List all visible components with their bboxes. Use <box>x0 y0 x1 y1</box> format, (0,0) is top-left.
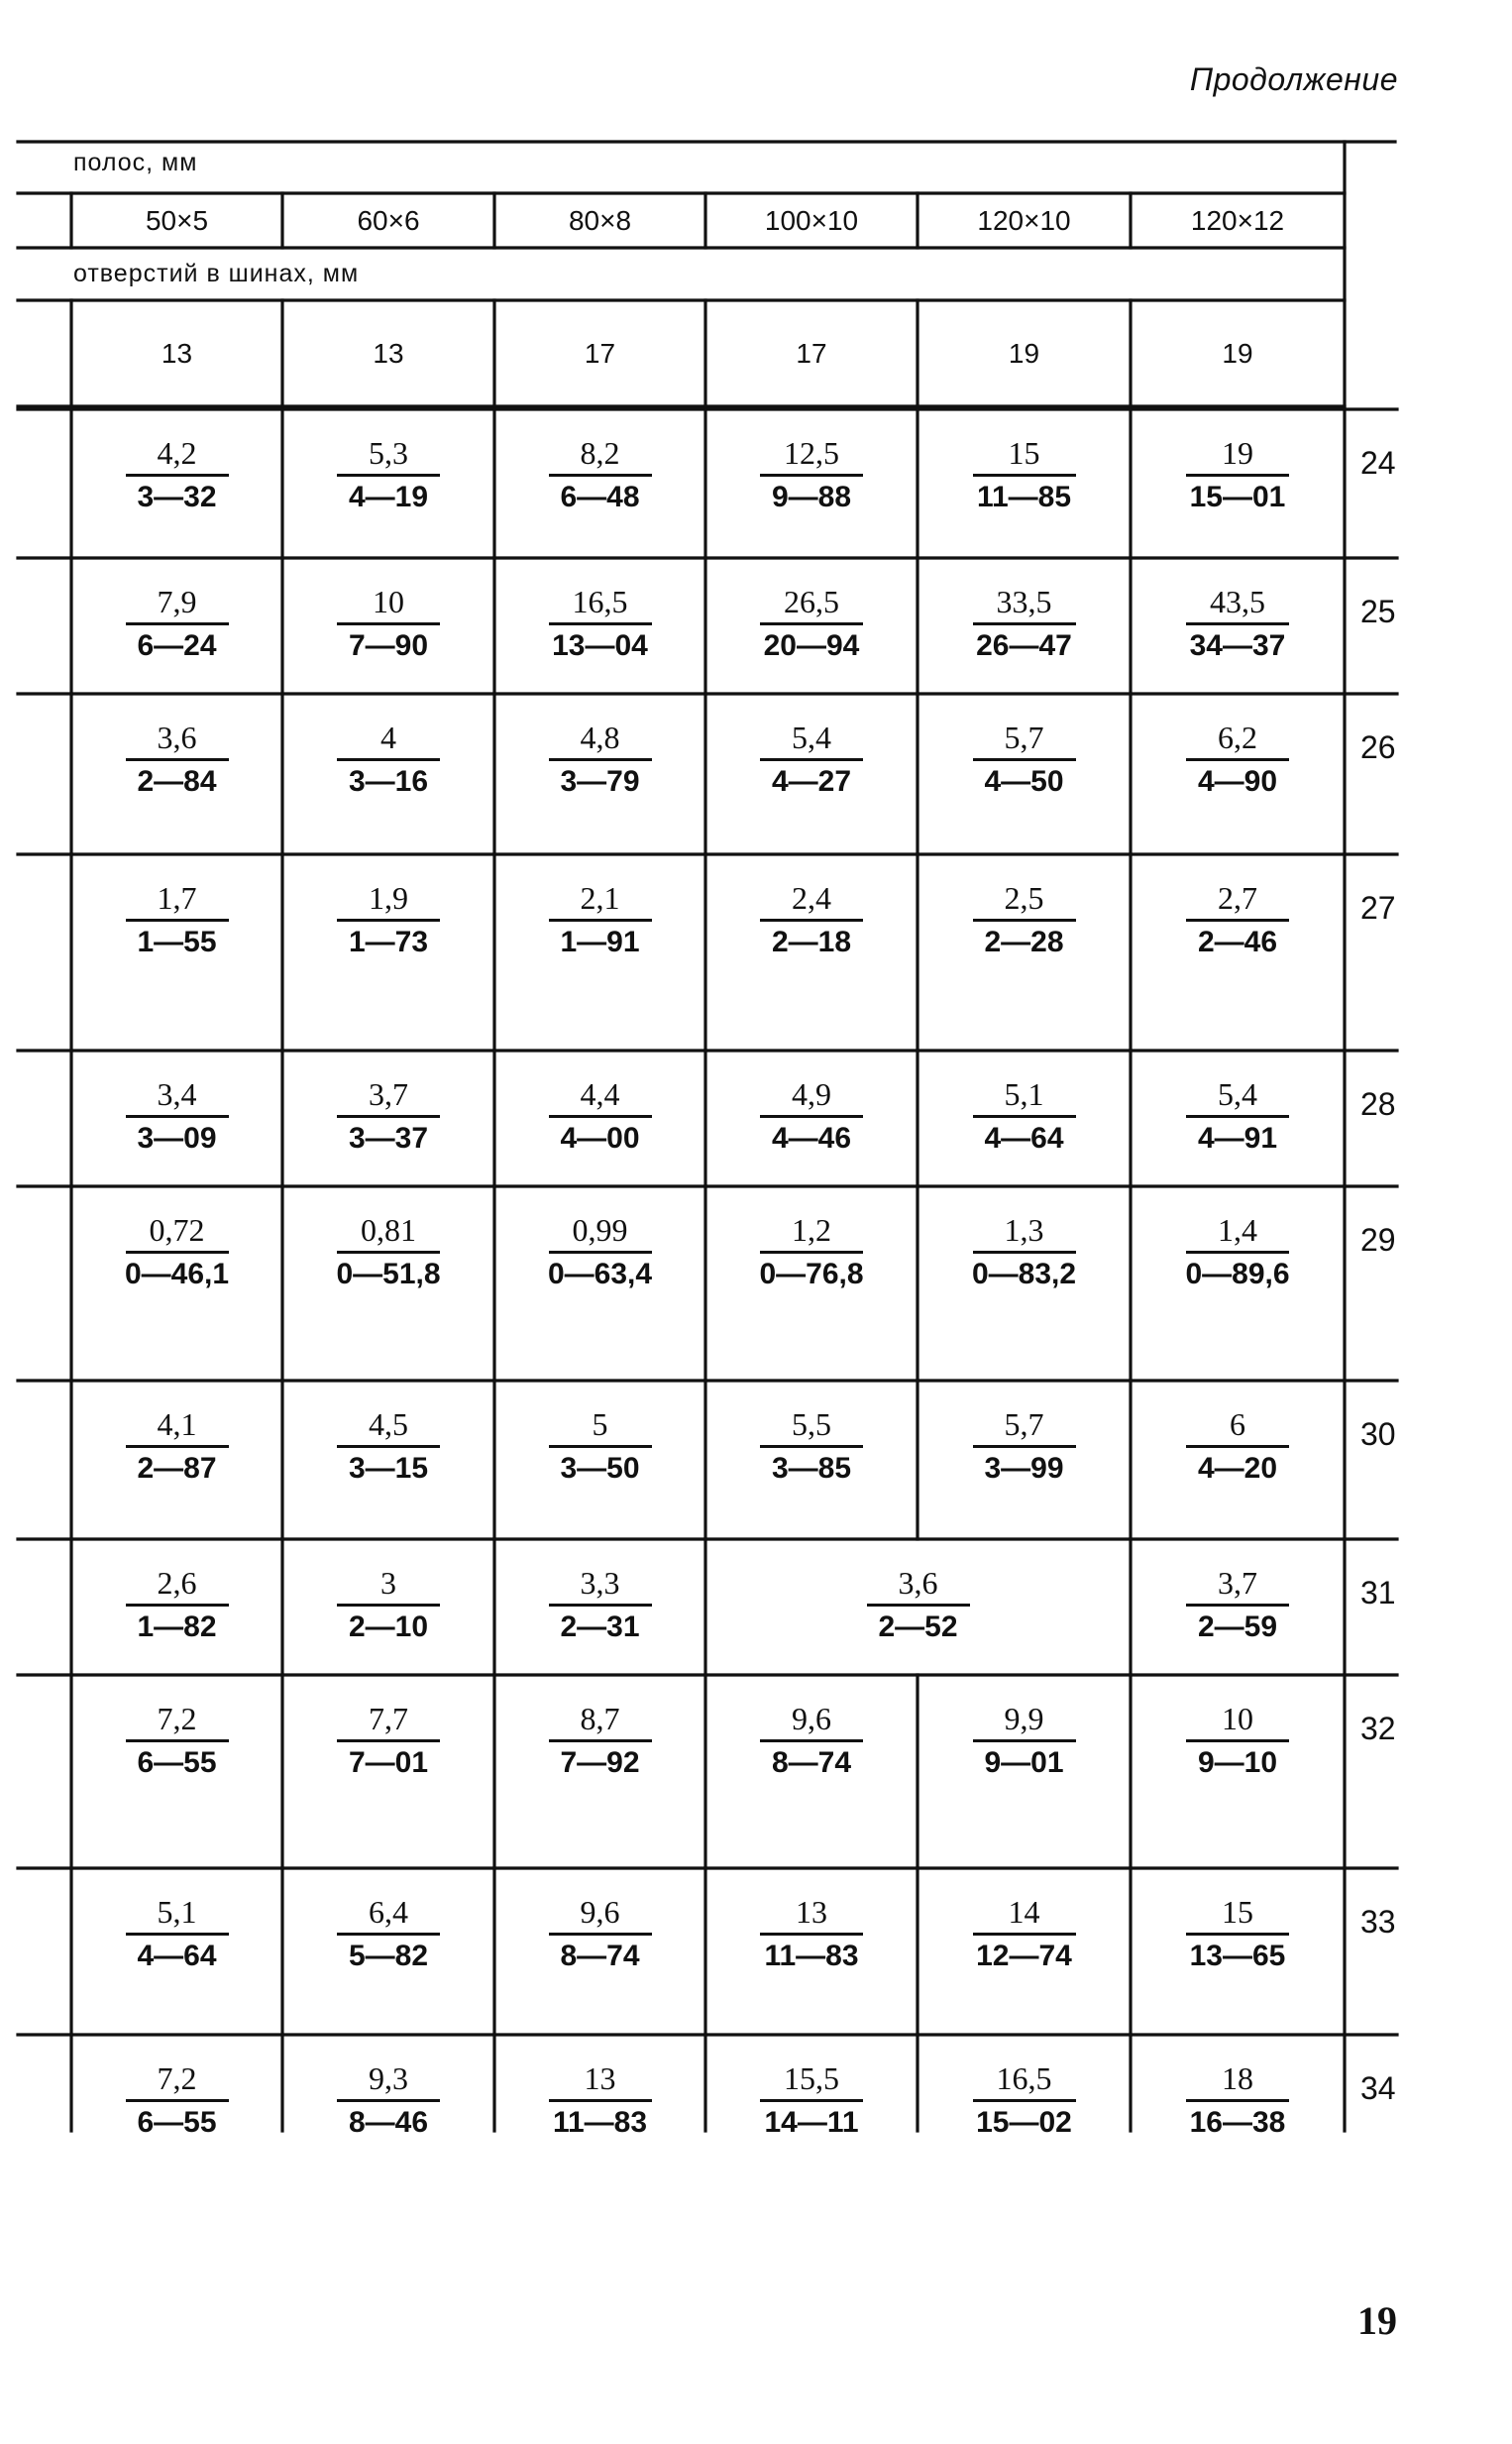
fraction-denominator: 6—55 <box>137 2105 217 2139</box>
fraction-numerator: 9,9 <box>973 1703 1076 1742</box>
fraction-numerator: 9,6 <box>760 1703 863 1742</box>
fraction-cell <box>705 722 918 797</box>
fraction-cell <box>918 722 1131 797</box>
fraction-cell <box>705 586 918 661</box>
fraction-denominator: 1—73 <box>348 925 429 958</box>
fraction-denominator: 20—94 <box>763 628 860 662</box>
fraction-numerator: 3,4 <box>126 1078 229 1118</box>
strip-size-cell: 50×5 <box>145 204 209 236</box>
fraction-cell <box>705 2062 918 2138</box>
fraction-cell <box>1131 2062 1345 2138</box>
strip-size-cell: 80×8 <box>568 204 632 236</box>
fraction-denominator: 2—87 <box>137 1451 217 1485</box>
fraction-numerator: 14 <box>973 1896 1076 1936</box>
fraction-numerator: 6 <box>1186 1408 1289 1448</box>
fraction-cell <box>918 1078 1131 1154</box>
row-number: 26 <box>1360 729 1396 765</box>
fraction-denominator: 9—01 <box>984 1745 1064 1779</box>
fraction-numerator: 43,5 <box>1186 586 1289 625</box>
fraction-denominator: 4—91 <box>1197 1121 1278 1155</box>
fraction-numerator: 15 <box>1186 1896 1289 1936</box>
fraction-denominator: 16—38 <box>1189 2105 1286 2139</box>
fraction-denominator: 3—09 <box>137 1121 217 1155</box>
fraction-denominator: 2—10 <box>348 1610 429 1643</box>
fraction-denominator: 4—50 <box>984 764 1064 798</box>
fraction-denominator: 0—51,8 <box>336 1257 441 1290</box>
fraction-denominator: 0—63,4 <box>547 1257 653 1290</box>
fraction-cell <box>705 1567 1131 1642</box>
fraction-cell <box>494 586 705 661</box>
fraction-cell <box>71 1567 282 1642</box>
fraction-numerator: 7,2 <box>126 1703 229 1742</box>
fraction-numerator: 0,99 <box>549 1214 652 1254</box>
fraction-cell <box>282 1408 494 1484</box>
fraction-cell <box>705 1703 918 1778</box>
row-number: 25 <box>1360 594 1396 629</box>
strip-size-cell: 120×10 <box>977 204 1071 236</box>
fraction-denominator: 4—20 <box>1197 1451 1278 1485</box>
fraction-cell <box>918 1214 1131 1289</box>
fraction-denominator: 11—83 <box>552 2105 648 2139</box>
fraction-denominator: 15—02 <box>976 2105 1072 2139</box>
fraction-cell <box>918 586 1131 661</box>
fraction-denominator: 3—79 <box>560 764 640 798</box>
fraction-numerator: 2,5 <box>973 882 1076 922</box>
fraction-denominator: 1—82 <box>137 1610 217 1643</box>
row-number: 33 <box>1360 1904 1396 1940</box>
fraction-numerator: 6,4 <box>337 1896 440 1936</box>
fraction-denominator: 6—24 <box>137 628 217 662</box>
fraction-numerator: 4,9 <box>760 1078 863 1118</box>
fraction-numerator: 10 <box>1186 1703 1289 1742</box>
fraction-denominator: 4—64 <box>137 1939 217 1972</box>
fraction-denominator: 1—91 <box>560 925 640 958</box>
fraction-cell <box>1131 437 1345 512</box>
fraction-numerator: 5,5 <box>760 1408 863 1448</box>
fraction-cell <box>71 1408 282 1484</box>
fraction-cell <box>1131 882 1345 957</box>
hole-diameter-cell: 13 <box>373 337 404 369</box>
row-number: 27 <box>1360 890 1396 926</box>
fraction-denominator: 2—52 <box>878 1610 958 1643</box>
row-number: 30 <box>1360 1416 1396 1452</box>
fraction-cell <box>494 1896 705 1971</box>
fraction-cell <box>494 1214 705 1289</box>
fraction-numerator: 5,7 <box>973 1408 1076 1448</box>
fraction-numerator: 7,2 <box>126 2062 229 2102</box>
fraction-denominator: 0—83,2 <box>971 1257 1077 1290</box>
fraction-numerator: 1,9 <box>337 882 440 922</box>
fraction-numerator: 13 <box>549 2062 652 2102</box>
fraction-numerator: 5,1 <box>973 1078 1076 1118</box>
fraction-cell <box>494 722 705 797</box>
page-number: 19 <box>1357 2298 1397 2343</box>
fraction-cell <box>71 2062 282 2138</box>
fraction-numerator: 1,4 <box>1186 1214 1289 1254</box>
fraction-numerator: 0,81 <box>337 1214 440 1254</box>
fraction-denominator: 0—89,6 <box>1185 1257 1290 1290</box>
fraction-denominator: 13—65 <box>1189 1939 1286 1972</box>
fraction-cell <box>1131 1214 1345 1289</box>
fraction-cell <box>918 1703 1131 1778</box>
fraction-numerator: 5,4 <box>1186 1078 1289 1118</box>
fraction-denominator: 4—46 <box>771 1121 852 1155</box>
fraction-cell <box>282 586 494 661</box>
fraction-denominator: 0—46,1 <box>124 1257 230 1290</box>
fraction-denominator: 13—04 <box>552 628 648 662</box>
fraction-numerator: 9,3 <box>337 2062 440 2102</box>
fraction-denominator: 3—50 <box>560 1451 640 1485</box>
fraction-cell <box>494 1078 705 1154</box>
fraction-cell <box>282 1703 494 1778</box>
hole-diameter-cell: 13 <box>161 337 193 369</box>
fraction-numerator: 16,5 <box>973 2062 1076 2102</box>
fraction-numerator: 15 <box>973 437 1076 477</box>
fraction-denominator: 6—55 <box>137 1745 217 1779</box>
fraction-numerator: 5,4 <box>760 722 863 761</box>
fraction-numerator: 8,2 <box>549 437 652 477</box>
fraction-cell <box>918 882 1131 957</box>
fraction-cell <box>1131 1078 1345 1154</box>
fraction-cell <box>705 1214 918 1289</box>
row-number: 31 <box>1360 1575 1396 1611</box>
fraction-numerator: 19 <box>1186 437 1289 477</box>
fraction-cell <box>1131 586 1345 661</box>
strip-size-cell: 100×10 <box>764 204 859 236</box>
fraction-cell <box>705 1408 918 1484</box>
row-number: 32 <box>1360 1711 1396 1746</box>
fraction-numerator: 5,7 <box>973 722 1076 761</box>
fraction-cell <box>71 1896 282 1971</box>
fraction-cell <box>494 882 705 957</box>
fraction-denominator: 15—01 <box>1189 480 1286 513</box>
fraction-cell <box>282 2062 494 2138</box>
fraction-denominator: 4—00 <box>560 1121 640 1155</box>
fraction-numerator: 2,7 <box>1186 882 1289 922</box>
fraction-numerator: 9,6 <box>549 1896 652 1936</box>
fraction-numerator: 1,3 <box>973 1214 1076 1254</box>
fraction-cell <box>494 437 705 512</box>
fraction-cell <box>705 1896 918 1971</box>
fraction-denominator: 8—74 <box>560 1939 640 1972</box>
fraction-denominator: 2—18 <box>771 925 852 958</box>
fraction-cell <box>1131 1567 1345 1642</box>
fraction-cell <box>71 882 282 957</box>
fraction-cell <box>494 2062 705 2138</box>
fraction-cell <box>918 437 1131 512</box>
fraction-cell <box>1131 722 1345 797</box>
fraction-numerator: 16,5 <box>549 586 652 625</box>
fraction-cell <box>282 1567 494 1642</box>
hole-diameter-cell: 19 <box>1222 337 1253 369</box>
fraction-numerator: 4,4 <box>549 1078 652 1118</box>
fraction-cell <box>71 1078 282 1154</box>
fraction-denominator: 2—84 <box>137 764 217 798</box>
fraction-denominator: 7—90 <box>348 628 429 662</box>
fraction-cell <box>705 882 918 957</box>
fraction-cell <box>282 1896 494 1971</box>
fraction-numerator: 8,7 <box>549 1703 652 1742</box>
fraction-numerator: 4,1 <box>126 1408 229 1448</box>
fraction-denominator: 34—37 <box>1189 628 1286 662</box>
fraction-numerator: 33,5 <box>973 586 1076 625</box>
fraction-denominator: 7—01 <box>348 1745 429 1779</box>
fraction-denominator: 3—32 <box>137 480 217 513</box>
fraction-cell <box>282 437 494 512</box>
fraction-denominator: 7—92 <box>560 1745 640 1779</box>
fraction-cell <box>282 1214 494 1289</box>
fraction-cell <box>282 882 494 957</box>
row-number: 29 <box>1360 1222 1396 1258</box>
fraction-numerator: 26,5 <box>760 586 863 625</box>
row-number: 28 <box>1360 1086 1396 1122</box>
fraction-cell <box>71 437 282 512</box>
fraction-numerator: 10 <box>337 586 440 625</box>
hole-diameter-cell: 17 <box>796 337 827 369</box>
fraction-numerator: 5 <box>549 1408 652 1448</box>
fraction-denominator: 2—59 <box>1197 1610 1278 1643</box>
fraction-denominator: 3—16 <box>348 764 429 798</box>
fraction-numerator: 18 <box>1186 2062 1289 2102</box>
fraction-numerator: 2,4 <box>760 882 863 922</box>
fraction-denominator: 4—27 <box>771 764 852 798</box>
fraction-numerator: 2,6 <box>126 1567 229 1607</box>
row-number: 34 <box>1360 2070 1396 2106</box>
fraction-numerator: 4,8 <box>549 722 652 761</box>
fraction-cell <box>705 1078 918 1154</box>
fraction-denominator: 3—99 <box>984 1451 1064 1485</box>
fraction-denominator: 4—64 <box>984 1121 1064 1155</box>
fraction-numerator: 4 <box>337 722 440 761</box>
fraction-denominator: 5—82 <box>348 1939 429 1972</box>
fraction-denominator: 1—55 <box>137 925 217 958</box>
fraction-denominator: 8—46 <box>348 2105 429 2139</box>
fraction-numerator: 4,5 <box>337 1408 440 1448</box>
fraction-numerator: 3,7 <box>1186 1567 1289 1607</box>
fraction-denominator: 2—46 <box>1197 925 1278 958</box>
fraction-denominator: 3—85 <box>771 1451 852 1485</box>
fraction-denominator: 9—88 <box>771 480 852 513</box>
fraction-cell <box>494 1703 705 1778</box>
fraction-numerator: 7,9 <box>126 586 229 625</box>
fraction-denominator: 8—74 <box>771 1745 852 1779</box>
fraction-denominator: 26—47 <box>976 628 1072 662</box>
strip-size-cell: 120×12 <box>1190 204 1285 236</box>
hole-diameter-cell: 17 <box>584 337 616 369</box>
fraction-denominator: 0—76,8 <box>759 1257 864 1290</box>
fraction-numerator: 1,2 <box>760 1214 863 1254</box>
fraction-denominator: 2—31 <box>560 1610 640 1643</box>
fraction-cell <box>494 1408 705 1484</box>
fraction-denominator: 11—85 <box>976 480 1072 513</box>
fraction-numerator: 3,6 <box>126 722 229 761</box>
fraction-denominator: 12—74 <box>976 1939 1072 1972</box>
fraction-cell <box>918 2062 1131 2138</box>
fraction-cell <box>494 1567 705 1642</box>
hole-diameter-cell: 19 <box>1008 337 1040 369</box>
fraction-denominator: 4—19 <box>348 480 429 513</box>
fraction-numerator: 3,6 <box>867 1567 970 1607</box>
fraction-denominator: 9—10 <box>1197 1745 1278 1779</box>
fraction-denominator: 2—28 <box>984 925 1064 958</box>
fraction-numerator: 7,7 <box>337 1703 440 1742</box>
fraction-numerator: 15,5 <box>760 2062 863 2102</box>
fraction-numerator: 5,1 <box>126 1896 229 1936</box>
fraction-cell <box>918 1408 1131 1484</box>
fraction-cell <box>282 1078 494 1154</box>
fraction-numerator: 0,72 <box>126 1214 229 1254</box>
fraction-cell <box>1131 1703 1345 1778</box>
fraction-numerator: 3,3 <box>549 1567 652 1607</box>
fraction-numerator: 13 <box>760 1896 863 1936</box>
fraction-cell <box>71 586 282 661</box>
continuation-label: Продолжение <box>1189 61 1398 97</box>
fraction-cell <box>71 722 282 797</box>
fraction-denominator: 3—37 <box>348 1121 429 1155</box>
fraction-denominator: 3—15 <box>348 1451 429 1485</box>
fraction-numerator: 12,5 <box>760 437 863 477</box>
fraction-cell <box>71 1703 282 1778</box>
fraction-denominator: 11—83 <box>764 1939 859 1972</box>
fraction-cell <box>1131 1896 1345 1971</box>
fraction-numerator: 3 <box>337 1567 440 1607</box>
fraction-cell <box>71 1214 282 1289</box>
fraction-numerator: 1,7 <box>126 882 229 922</box>
hole-diameter-label: отверстий в шинах, мм <box>73 260 360 287</box>
fraction-cell <box>1131 1408 1345 1484</box>
fraction-denominator: 4—90 <box>1197 764 1278 798</box>
fraction-denominator: 14—11 <box>764 2105 859 2139</box>
fraction-numerator: 4,2 <box>126 437 229 477</box>
fraction-numerator: 3,7 <box>337 1078 440 1118</box>
strip-size-label: полос, мм <box>73 149 198 176</box>
fraction-numerator: 6,2 <box>1186 722 1289 761</box>
fraction-cell <box>705 437 918 512</box>
strip-size-cell: 60×6 <box>357 204 420 236</box>
fraction-numerator: 5,3 <box>337 437 440 477</box>
fraction-cell <box>282 722 494 797</box>
row-number: 24 <box>1360 445 1396 481</box>
fraction-numerator: 2,1 <box>549 882 652 922</box>
fraction-denominator: 6—48 <box>560 480 640 513</box>
fraction-cell <box>918 1896 1131 1971</box>
